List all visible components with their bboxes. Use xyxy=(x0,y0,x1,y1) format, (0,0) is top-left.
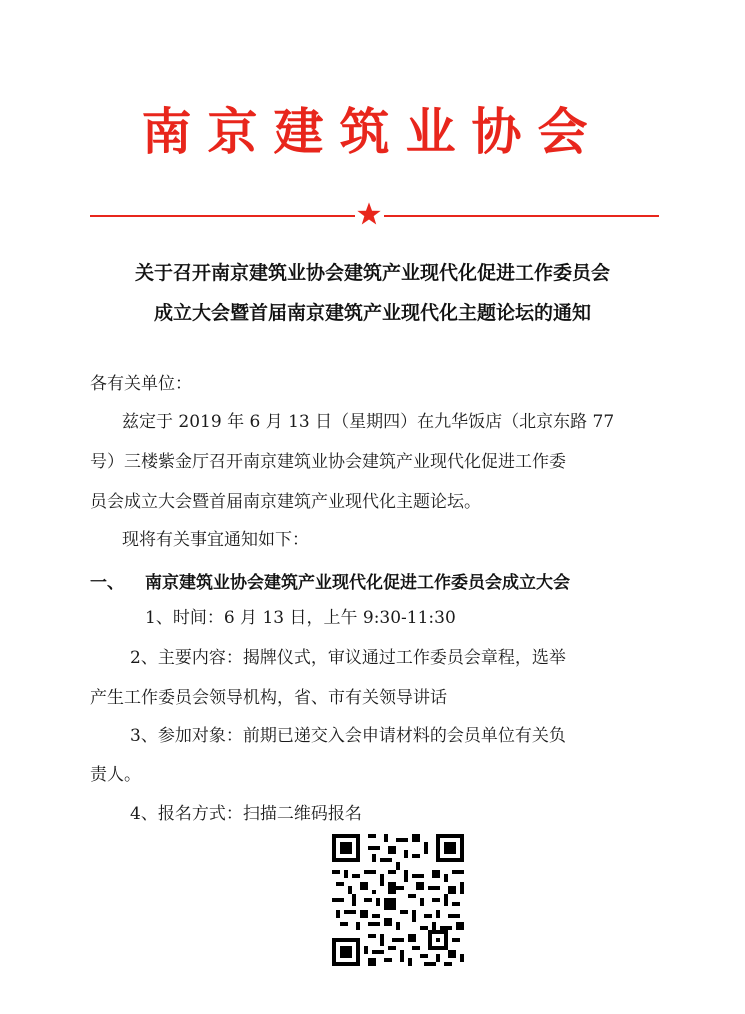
star-icon xyxy=(355,200,383,228)
paragraph-1-line-2: 号）三楼紫金厅召开南京建筑业协会建筑产业现代化促进工作委 xyxy=(90,452,566,472)
section-1-heading: 南京建筑业协会建筑产业现代化促进工作委员会成立大会 xyxy=(145,573,570,593)
paragraph-1-line-1: 兹定于 2019 年 6 月 13 日（星期四）在九华饭店（北京东路 77 xyxy=(122,412,615,432)
item-content-line-1: 2、主要内容：揭牌仪式，审议通过工作委员会章程，选举 xyxy=(130,648,566,668)
notice-title-line-2: 成立大会暨首届南京建筑产业现代化主题论坛的通知 xyxy=(153,302,591,324)
header-rule-left xyxy=(90,215,355,217)
header-rule-right xyxy=(384,215,659,217)
org-name-heading: 南京建筑业协会 xyxy=(141,103,604,161)
notice-title-line-1: 关于召开南京建筑业协会建筑产业现代化促进工作委员会 xyxy=(134,262,610,284)
item-registration: 4、报名方式：扫描二维码报名 xyxy=(130,804,362,824)
registration-qr-code[interactable] xyxy=(332,834,464,966)
item-content-line-2: 产生工作委员会领导机构，省、市有关领导讲话 xyxy=(90,688,447,708)
item-participants-line-2: 责人。 xyxy=(90,765,141,785)
section-1-number: 一、 xyxy=(90,573,124,593)
paragraph-2: 现将有关事宜通知如下： xyxy=(122,530,309,550)
salutation: 各有关单位： xyxy=(90,374,192,394)
paragraph-1-line-3: 员会成立大会暨首届南京建筑产业现代化主题论坛。 xyxy=(90,492,481,512)
item-participants-line-1: 3、参加对象：前期已递交入会申请材料的会员单位有关负 xyxy=(130,726,566,746)
item-time: 1、时间：6 月 13 日，上午 9:30-11:30 xyxy=(145,608,456,628)
